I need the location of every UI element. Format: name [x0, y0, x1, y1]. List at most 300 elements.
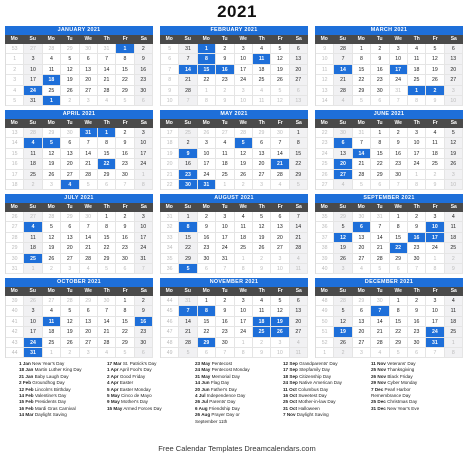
day-cell: 21 — [290, 233, 308, 243]
holiday-date: 14 Jun — [195, 380, 210, 386]
day-cell: 28 — [290, 243, 308, 253]
day-cell: 7 — [179, 54, 197, 64]
day-cell: 28 — [271, 170, 289, 180]
day-cell: 3 — [445, 86, 463, 96]
day-cell: 24 — [216, 243, 234, 253]
week-number: 36 — [316, 222, 334, 232]
day-cell: 24 — [390, 75, 408, 85]
holiday-name: Veterans' Day — [385, 361, 416, 366]
day-cell: 27 — [353, 254, 371, 264]
day-cell: 26 — [43, 254, 61, 264]
day-cell: 7 — [135, 264, 153, 274]
holiday-name: Thanksgiving — [386, 367, 415, 373]
day-cell: 10 — [235, 96, 253, 106]
week-number: 52 — [316, 338, 334, 348]
day-cell: 8 — [390, 222, 408, 232]
weekday-label: Th — [413, 120, 420, 126]
day-cell: 27 — [216, 128, 234, 138]
day-cell: 4 — [290, 338, 308, 348]
holiday-date: 5 Apr — [107, 386, 119, 392]
day-cell: 19 — [271, 65, 289, 75]
day-cell: 30 — [98, 296, 116, 306]
day-cell: 28 — [334, 44, 352, 54]
day-cell: 20 — [253, 159, 271, 169]
holiday-day-cell: 16 — [408, 233, 426, 243]
day-cell: 26 — [235, 170, 253, 180]
holiday-name: Christmas Day — [385, 399, 418, 405]
day-cell: 1 — [390, 212, 408, 222]
weekday-label: Sa — [140, 288, 147, 294]
day-cell: 3 — [445, 170, 463, 180]
day-cell: 7 — [179, 96, 197, 106]
week-number: 1 — [316, 348, 334, 358]
weekday-label: Th — [103, 120, 110, 126]
holiday-day-cell: 21 — [271, 159, 289, 169]
day-cell: 9 — [390, 138, 408, 148]
day-cell: 31 — [371, 212, 389, 222]
day-cell: 3 — [271, 338, 289, 348]
day-cell: 19 — [426, 65, 444, 75]
week-number: 12 — [316, 75, 334, 85]
day-cell: 29 — [116, 338, 134, 348]
holiday-day-cell: 14 — [334, 65, 352, 75]
weekday-label: Th — [413, 204, 420, 210]
day-cell: 2 — [43, 264, 61, 274]
day-cell: 15 — [98, 149, 116, 159]
weekday-label: Sa — [450, 36, 457, 42]
weekday-label: Tu — [66, 204, 73, 210]
day-cell: 7 — [271, 138, 289, 148]
day-cell: 25 — [426, 159, 444, 169]
weekday-label: We — [239, 288, 247, 294]
week-number: 27 — [316, 180, 334, 190]
month-december — [315, 278, 463, 358]
day-cell: 2 — [334, 348, 352, 358]
day-cell: 24 — [135, 159, 153, 169]
holiday-name: Pentecost — [210, 361, 233, 366]
holiday-name: Parents' Day — [208, 399, 236, 405]
day-cell: 15 — [290, 149, 308, 159]
day-cell: 22 — [290, 159, 308, 169]
day-cell: 22 — [116, 75, 134, 85]
day-cell: 8 — [235, 264, 253, 274]
holiday-day-cell: 6 — [353, 222, 371, 232]
week-number: 25 — [316, 159, 334, 169]
day-cell: 27 — [80, 338, 98, 348]
day-cell: 20 — [290, 317, 308, 327]
weekday-label: Mo — [10, 204, 18, 210]
week-number: 5 — [161, 44, 179, 54]
week-number: 17 — [161, 128, 179, 138]
day-cell: 11 — [426, 138, 444, 148]
week-number: 16 — [6, 159, 24, 169]
day-cell: 4 — [445, 296, 463, 306]
day-cell: 30 — [353, 212, 371, 222]
day-cell: 12 — [43, 149, 61, 159]
holiday-day-cell: 25 — [24, 254, 42, 264]
month-title: MAY 2021 — [160, 110, 308, 119]
weekday-label: Mo — [202, 204, 210, 210]
day-cell: 14 — [290, 222, 308, 232]
week-number: 19 — [161, 149, 179, 159]
week-number: 50 — [316, 317, 334, 327]
day-cell: 2 — [253, 254, 271, 264]
day-cell: 16 — [116, 149, 134, 159]
day-cell: 5 — [290, 180, 308, 190]
week-number: 22 — [316, 128, 334, 138]
day-cell: 18 — [426, 149, 444, 159]
month-days — [315, 296, 463, 358]
day-cell: 30 — [116, 254, 134, 264]
day-cell: 1 — [235, 338, 253, 348]
day-cell: 2 — [216, 296, 234, 306]
holiday-name: Stepfamily Day — [297, 367, 330, 373]
day-cell: 1 — [24, 264, 42, 274]
weekday-label: Sa — [140, 204, 147, 210]
day-cell: 6 — [135, 96, 153, 106]
day-cell: 1 — [43, 348, 61, 358]
week-number: 22 — [161, 180, 179, 190]
month-november — [160, 278, 308, 358]
week-number: 45 — [161, 306, 179, 316]
day-cell: 13 — [290, 54, 308, 64]
day-cell: 3 — [61, 264, 79, 274]
weekday-header — [5, 35, 153, 44]
weekday-label: We — [394, 204, 402, 210]
holiday-name: Daylight Saving — [33, 412, 67, 418]
day-cell: 13 — [61, 233, 79, 243]
day-cell: 28 — [98, 86, 116, 96]
day-cell: 24 — [198, 170, 216, 180]
day-cell: 30 — [271, 128, 289, 138]
week-number: 38 — [316, 243, 334, 253]
week-number: 4 — [6, 86, 24, 96]
day-cell: 13 — [80, 65, 98, 75]
day-cell: 11 — [216, 149, 234, 159]
day-cell: 21 — [98, 327, 116, 337]
day-cell: 7 — [290, 212, 308, 222]
day-cell: 3 — [334, 264, 352, 274]
day-cell: 5 — [390, 348, 408, 358]
weekday-label: Mo — [10, 120, 18, 126]
holiday-date: 12 Sep — [283, 361, 298, 366]
weekday-label: Th — [103, 288, 110, 294]
weekday-label: Fr — [122, 120, 128, 126]
holiday-day-cell: 10 — [426, 222, 444, 232]
holiday-date: 16 Oct — [283, 393, 298, 399]
holiday-day-cell: 31 — [198, 180, 216, 190]
day-cell: 6 — [61, 222, 79, 232]
day-cell: 26 — [61, 338, 79, 348]
month-title: JANUARY 2021 — [5, 26, 153, 35]
day-cell: 27 — [24, 212, 42, 222]
day-cell: 1 — [408, 170, 426, 180]
holiday-date: 11 Nov — [371, 361, 386, 366]
day-cell: 2 — [61, 96, 79, 106]
holiday-list — [19, 361, 459, 425]
holiday-day-cell: 12 — [334, 233, 352, 243]
weekday-label: Su — [184, 120, 191, 126]
day-cell: 6 — [80, 306, 98, 316]
holiday-date: 20 Jun — [195, 386, 210, 392]
day-cell: 5 — [98, 264, 116, 274]
weekday-label: Th — [103, 204, 110, 210]
day-cell: 18 — [253, 65, 271, 75]
week-number: 27 — [6, 222, 24, 232]
day-cell: 9 — [253, 348, 271, 358]
weekday-label: Su — [29, 288, 36, 294]
day-cell: 28 — [24, 128, 42, 138]
day-cell: 28 — [98, 338, 116, 348]
day-cell: 16 — [179, 159, 197, 169]
day-cell: 6 — [290, 86, 308, 96]
day-cell: 6 — [61, 138, 79, 148]
holiday-name: Columbus Day — [296, 386, 329, 392]
holiday-name: September 11th — [195, 418, 228, 424]
holiday-day-cell: 4 — [24, 138, 42, 148]
day-cell: 4 — [353, 264, 371, 274]
day-cell: 21 — [80, 159, 98, 169]
week-number: 10 — [316, 54, 334, 64]
weekday-label: Sa — [140, 36, 147, 42]
weekday-header — [160, 119, 308, 128]
day-cell: 5 — [80, 180, 98, 190]
day-cell: 29 — [43, 128, 61, 138]
day-cell: 2 — [116, 212, 134, 222]
day-cell: 3 — [426, 296, 444, 306]
day-cell: 5 — [334, 222, 352, 232]
day-cell: 17 — [216, 233, 234, 243]
day-cell: 15 — [390, 317, 408, 327]
holiday-day-cell: 18 — [43, 75, 61, 85]
day-cell: 6 — [445, 44, 463, 54]
week-number: 21 — [161, 170, 179, 180]
month-september — [315, 194, 463, 274]
day-cell: 17 — [198, 159, 216, 169]
day-cell: 14 — [179, 317, 197, 327]
day-cell: 18 — [216, 159, 234, 169]
day-cell: 7 — [408, 264, 426, 274]
day-cell: 22 — [371, 159, 389, 169]
week-number: 11 — [316, 65, 334, 75]
day-cell: 30 — [334, 128, 352, 138]
holiday-day-cell: 5 — [179, 264, 197, 274]
holiday-date: 24 May — [195, 367, 211, 373]
month-march — [315, 26, 463, 106]
day-cell: 3 — [80, 348, 98, 358]
day-cell: 29 — [61, 44, 79, 54]
holiday-date: 14 Feb — [19, 393, 34, 399]
day-cell: 9 — [216, 54, 234, 64]
day-cell: 21 — [98, 75, 116, 85]
holiday-day-cell: 6 — [334, 138, 352, 148]
day-cell: 12 — [235, 149, 253, 159]
holiday-name: Prayer Day or — [210, 412, 240, 418]
weekday-label: Mo — [320, 288, 328, 294]
day-cell: 21 — [371, 243, 389, 253]
week-number: 7 — [161, 65, 179, 75]
day-cell: 14 — [98, 65, 116, 75]
day-cell: 2 — [135, 44, 153, 54]
day-cell: 3 — [135, 212, 153, 222]
month-days — [315, 128, 463, 190]
holiday-date: 17 Mar — [107, 361, 122, 366]
week-number: 48 — [316, 296, 334, 306]
day-cell: 13 — [334, 149, 352, 159]
weekday-header — [315, 35, 463, 44]
day-cell: 11 — [445, 222, 463, 232]
weekday-header — [5, 119, 153, 128]
weekday-label: Mo — [320, 36, 328, 42]
holiday-day-cell: 7 — [179, 306, 197, 316]
holiday-date: 23 May — [195, 361, 211, 366]
weekday-label: Tu — [376, 204, 383, 210]
day-cell: 1 — [116, 296, 134, 306]
day-cell: 5 — [271, 296, 289, 306]
day-cell: 20 — [80, 75, 98, 85]
day-cell: 17 — [135, 149, 153, 159]
month-days — [315, 212, 463, 274]
day-cell: 22 — [353, 75, 371, 85]
day-cell: 2 — [253, 338, 271, 348]
day-cell: 15 — [116, 65, 134, 75]
holiday-name: Remembrance Day — [371, 393, 411, 399]
day-cell: 9 — [116, 138, 134, 148]
day-cell: 4 — [98, 348, 116, 358]
day-cell: 21 — [371, 327, 389, 337]
holiday-day-cell: 26 — [271, 327, 289, 337]
day-cell: 26 — [334, 254, 352, 264]
day-cell: 31 — [179, 296, 197, 306]
day-cell: 12 — [271, 96, 289, 106]
day-cell: 3 — [198, 138, 216, 148]
day-cell: 1 — [216, 180, 234, 190]
footer-text: Free Calendar Templates Dreamcalendars.com — [158, 444, 316, 453]
day-cell: 9 — [253, 264, 271, 274]
day-cell: 5 — [445, 128, 463, 138]
week-number: 3 — [6, 75, 24, 85]
day-cell: 21 — [353, 159, 371, 169]
holiday-day-cell: 16 — [135, 317, 153, 327]
weekday-label: Mo — [320, 204, 328, 210]
holiday-name: St. Patrick's Day — [121, 361, 157, 366]
day-cell: 24 — [408, 159, 426, 169]
month-august — [160, 194, 308, 274]
day-cell: 2 — [408, 296, 426, 306]
day-cell: 4 — [271, 180, 289, 190]
day-cell: 17 — [24, 327, 42, 337]
day-cell: 31 — [24, 96, 42, 106]
day-cell: 28 — [80, 254, 98, 264]
holiday-date: 2 Feb — [19, 380, 31, 386]
day-cell: 26 — [253, 243, 271, 253]
day-cell: 12 — [334, 317, 352, 327]
day-cell: 31 — [135, 254, 153, 264]
week-number: 39 — [6, 296, 24, 306]
day-cell: 4 — [43, 54, 61, 64]
month-title: DECEMBER 2021 — [315, 278, 463, 287]
day-cell: 5 — [353, 96, 371, 106]
holiday-item — [371, 406, 459, 412]
day-cell: 27 — [353, 338, 371, 348]
day-cell: 30 — [135, 86, 153, 96]
day-cell: 20 — [61, 243, 79, 253]
day-cell: 6 — [353, 306, 371, 316]
day-cell: 3 — [235, 296, 253, 306]
day-cell: 23 — [135, 327, 153, 337]
day-cell: 3 — [135, 128, 153, 138]
day-cell: 6 — [98, 180, 116, 190]
day-cell: 1 — [445, 338, 463, 348]
day-cell: 6 — [198, 348, 216, 358]
day-cell: 14 — [80, 149, 98, 159]
holiday-date: 9 May — [107, 399, 120, 405]
day-cell: 23 — [135, 75, 153, 85]
day-cell: 23 — [371, 75, 389, 85]
holiday-day-cell: 14 — [179, 65, 197, 75]
day-cell: 30 — [390, 170, 408, 180]
day-cell: 3 — [216, 212, 234, 222]
day-cell: 29 — [353, 296, 371, 306]
day-cell: 4 — [334, 180, 352, 190]
holiday-name: Good Friday — [118, 373, 146, 379]
day-cell: 20 — [353, 327, 371, 337]
day-cell: 23 — [216, 75, 234, 85]
day-cell: 10 — [135, 138, 153, 148]
day-cell: 5 — [43, 222, 61, 232]
week-number: 31 — [161, 212, 179, 222]
weekday-label: Mo — [357, 36, 365, 42]
day-cell: 12 — [253, 222, 271, 232]
holiday-item — [19, 412, 107, 418]
week-number: 17 — [6, 170, 24, 180]
day-cell: 27 — [271, 243, 289, 253]
weekday-label: Fr — [432, 120, 438, 126]
weekday-label: We — [84, 36, 92, 42]
holiday-item — [283, 412, 371, 418]
day-cell: 5 — [61, 306, 79, 316]
month-days — [160, 128, 308, 190]
holiday-name: New Year's Day — [30, 361, 65, 366]
holiday-date: 26 Aug — [195, 412, 211, 418]
day-cell: 1 — [371, 128, 389, 138]
day-cell: 29 — [290, 170, 308, 180]
weekday-header — [5, 203, 153, 212]
week-number: 35 — [161, 254, 179, 264]
weekday-header — [160, 287, 308, 296]
weekday-header — [315, 287, 463, 296]
day-cell: 13 — [253, 149, 271, 159]
day-cell: 6 — [135, 348, 153, 358]
day-cell: 3 — [24, 54, 42, 64]
day-cell: 8 — [426, 264, 444, 274]
day-cell: 20 — [445, 65, 463, 75]
day-cell: 13 — [353, 233, 371, 243]
weekday-label: Mo — [202, 288, 210, 294]
day-cell: 14 — [80, 233, 98, 243]
holiday-date: 25 Oct — [283, 399, 298, 405]
day-cell: 2 — [371, 44, 389, 54]
day-cell: 17 — [135, 233, 153, 243]
day-cell: 11 — [235, 222, 253, 232]
day-cell: 19 — [334, 243, 352, 253]
day-cell: 28 — [235, 128, 253, 138]
day-cell: 15 — [198, 317, 216, 327]
day-cell: 19 — [235, 159, 253, 169]
holiday-name: Baby Laugh Day — [33, 373, 69, 379]
day-cell: 19 — [445, 149, 463, 159]
day-cell: 9 — [135, 306, 153, 316]
